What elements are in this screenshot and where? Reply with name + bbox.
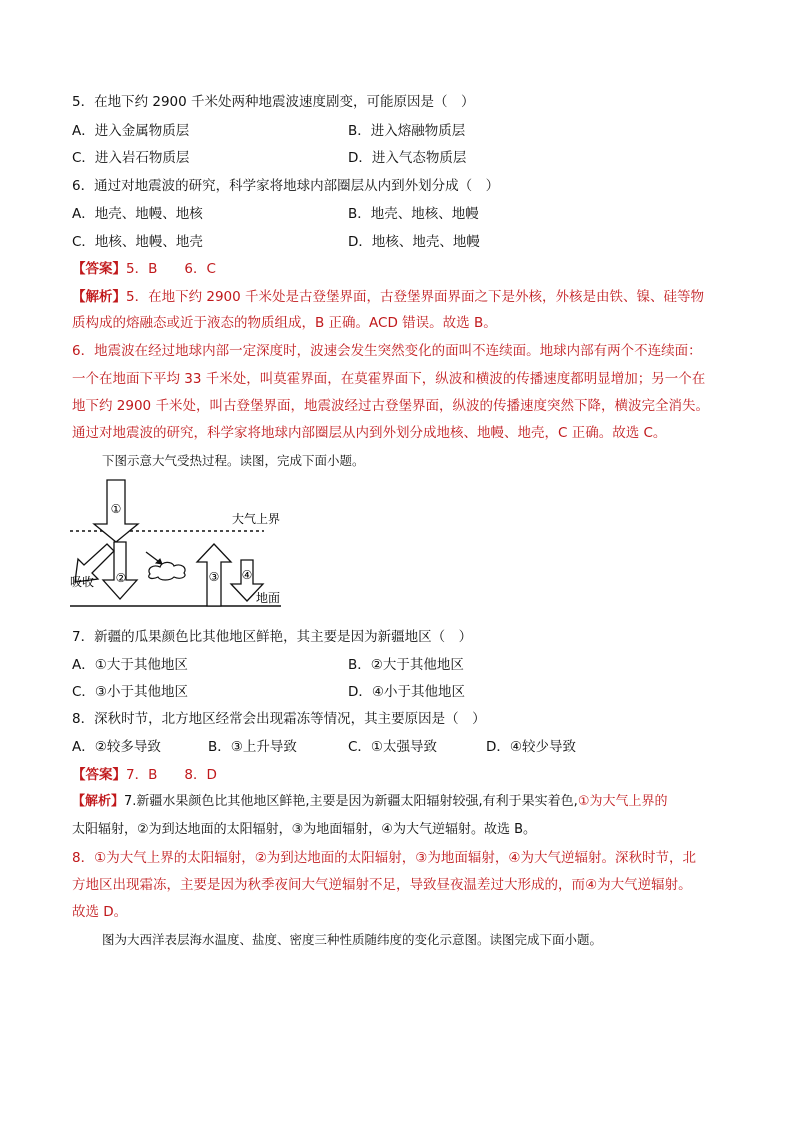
q5-stem: 5．在地下约 2900 千米处两种地震波速度剧变，可能原因是（ ） bbox=[72, 94, 475, 110]
answer-label: 【答案】 bbox=[72, 261, 126, 277]
q5-option-d: D．进入气态物质层 bbox=[348, 150, 467, 166]
q7-option-c: C．③小于其他地区 bbox=[72, 684, 189, 700]
answer-7-8 bbox=[72, 765, 217, 785]
explanation-5-6-line3: 6．地震波在经过地球内部一定深度时，波速会发生突然变化的面叫不连续面。地球内部有两个不连续面： bbox=[72, 343, 702, 359]
explanation-5-6-line1 bbox=[72, 287, 704, 307]
label-2: ② bbox=[115, 571, 127, 585]
q5-option-b: B．进入熔融物质层 bbox=[348, 123, 466, 139]
atmosphere-heating-diagram bbox=[66, 476, 296, 611]
explanation-5-6-line6: 通过对地震波的研究，科学家将地球内部圈层从内到外划分成地核、地幔、地壳，C 正确。故选 C。 bbox=[72, 425, 667, 441]
q5-option-c: C．进入岩石物质层 bbox=[72, 150, 190, 166]
label-4: ④ bbox=[241, 568, 253, 582]
q8-option-a: A．②较多导致 bbox=[72, 739, 161, 755]
explanation-label: 【解析】 bbox=[72, 289, 126, 305]
explanation-5-6-line2: 质构成的熔融态或近于液态的物质组成，B 正确。ACD 错误。故选 B。 bbox=[72, 315, 497, 331]
q6-option-d: D．地核、地壳、地幔 bbox=[348, 234, 480, 250]
answer-5-6 bbox=[72, 259, 216, 279]
q8-option-b: B．③上升导致 bbox=[208, 739, 297, 755]
q7-option-a: A．①大于其他地区 bbox=[72, 657, 188, 673]
explanation-text: 7.新疆水果颜色比其他地区鲜艳,主要是因为新疆太阳辐射较强,有利于果实着色, bbox=[124, 794, 578, 809]
answer-text: 5．B 6．C bbox=[126, 261, 216, 277]
q8-option-c: C．①太强导致 bbox=[348, 739, 438, 755]
explanation-text-red: ①为大气上界的 bbox=[577, 794, 668, 809]
absorb-label: 吸收 bbox=[70, 575, 95, 589]
explanation-text: 5．在地下约 2900 千米处是古登堡界面，古登堡界面界面之下是外核，外核是由铁、镍、硅等物 bbox=[126, 289, 705, 305]
explanation-7-8-line4: 方地区出现霜冻，主要是因为秋季夜间大气逆辐射不足，导致昼夜温差过大形成的，而④为大气逆辐射。 bbox=[72, 877, 692, 893]
explanation-5-6-line5: 地下约 2900 千米处，叫古登堡界面，地震波经过古登堡界面，纵波的传播速度突然下降，横波完全消失。 bbox=[72, 398, 709, 414]
diagram-intro: 下图示意大气受热过程。读图，完成下面小题。 bbox=[102, 453, 365, 468]
explanation-7-8-line5: 故选 D。 bbox=[72, 904, 128, 920]
q6-stem: 6．通过对地震波的研究，科学家将地球内部圈层从内到外划分成（ ） bbox=[72, 178, 500, 194]
q6-option-b: B．地壳、地核、地幔 bbox=[348, 206, 479, 222]
q8-stem: 8．深秋时节，北方地区经常会出现霜冻等情况，其主要原因是（ ） bbox=[72, 711, 486, 727]
explanation-7-8-line1 bbox=[72, 792, 667, 812]
explanation-7-8-line2: 太阳辐射，②为到达地面的太阳辐射，③为地面辐射，④为大气逆辐射。故选 B。 bbox=[72, 822, 537, 837]
chart-intro: 图为大西洋表层海水温度、盐度、密度三种性质随纬度的变化示意图。读图完成下面小题。 bbox=[102, 932, 603, 947]
answer-text: 7．B 8．D bbox=[126, 767, 217, 783]
ground-label: 地面 bbox=[256, 591, 281, 605]
q6-option-c: C．地核、地幔、地壳 bbox=[72, 234, 203, 250]
label-3: ③ bbox=[208, 570, 220, 584]
q7-option-d: D．④小于其他地区 bbox=[348, 684, 465, 700]
answer-label: 【答案】 bbox=[72, 767, 126, 783]
cloud-icon bbox=[149, 562, 185, 580]
q7-option-b: B．②大于其他地区 bbox=[348, 657, 464, 673]
q8-option-d: D．④较少导致 bbox=[486, 739, 576, 755]
q5-option-a: A．进入金属物质层 bbox=[72, 123, 190, 139]
q6-option-a: A．地壳、地幔、地核 bbox=[72, 206, 203, 222]
explanation-label: 【解析】 bbox=[72, 794, 125, 809]
atmosphere-top-label: 大气上界 bbox=[232, 512, 281, 526]
explanation-5-6-line4: 一个在地面下平均 33 千米处，叫莫霍界面，在莫霍界面下，纵波和横波的传播速度都明显增加；另一个在 bbox=[72, 371, 706, 387]
q7-stem: 7．新疆的瓜果颜色比其他地区鲜艳，其主要是因为新疆地区（ ） bbox=[72, 629, 473, 645]
label-1: ① bbox=[110, 502, 122, 516]
explanation-7-8-line3: 8．①为大气上界的太阳辐射，②为到达地面的太阳辐射，③为地面辐射，④为大气逆辐射。深秋时节，北 bbox=[72, 850, 696, 866]
